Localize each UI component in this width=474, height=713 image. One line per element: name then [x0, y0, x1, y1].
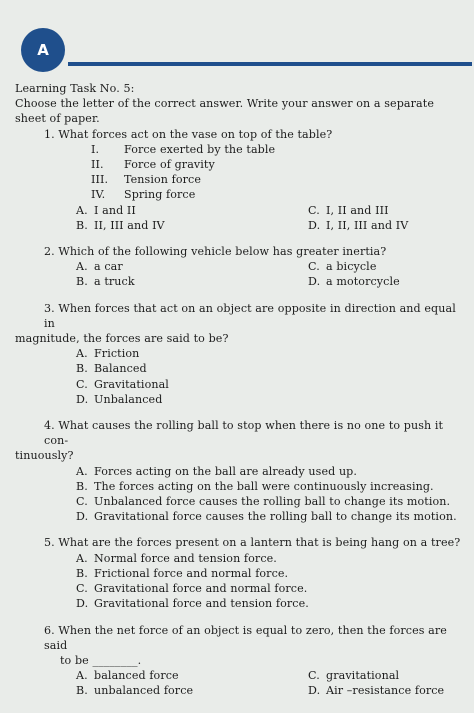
answer-options — [15, 203, 463, 233]
option-a: A. I and II — [76, 203, 136, 217]
option-c: C. Unbalanced force causes the rolling ball to change its motion. — [76, 495, 451, 509]
roman-item — [91, 187, 463, 202]
question-3 — [15, 301, 463, 407]
option-c: C. I, II and III — [308, 203, 389, 217]
option-b: B. Frictional force and normal force. — [76, 566, 289, 580]
option-c: C. Gravitational — [76, 377, 169, 391]
roman-text: Tension force — [124, 173, 202, 187]
instructions: Choose the letter of the correct answer. Write your answer on a separate sheet of paper. — [15, 97, 434, 126]
question-stem: 2. Which of the following vehicle below has greater inertia? — [44, 245, 387, 259]
answer-options — [15, 464, 463, 525]
option-c: C. gravitational — [308, 669, 400, 683]
roman-numeral: I. — [91, 142, 100, 156]
answer-options — [15, 259, 463, 289]
option-d: D. Gravitational force and tension force. — [76, 597, 309, 611]
section-badge: A — [21, 28, 65, 72]
roman-list — [15, 142, 463, 203]
option-a: A. Normal force and tension force. — [76, 551, 277, 565]
option-d: D. Air –resistance force — [308, 684, 445, 698]
question-stem: 1. What forces act on the vase on top of the table? — [44, 127, 333, 141]
option-a: A. a car — [76, 260, 123, 274]
header-rule — [68, 62, 472, 66]
option-d: D. Gravitational force causes the rolling ball to change its motion. — [76, 510, 457, 524]
question-stem: 5. What are the forces present on a lantern that is being hang on a tree? — [44, 536, 461, 550]
worksheet-content — [15, 81, 463, 699]
task-heading: Learning Task No. 5: — [15, 82, 135, 95]
roman-text: Force exerted by the table — [124, 142, 276, 156]
option-b: B. Balanced — [76, 362, 147, 376]
option-b: B. unbalanced force — [76, 684, 194, 698]
roman-item — [91, 172, 463, 187]
answer-options — [15, 668, 463, 698]
question-stem: 6. When the net force of an object is equal to zero, then the forces are said to be ________. — [44, 623, 447, 667]
option-c: C. a bicycle — [308, 260, 377, 274]
option-b: B. a truck — [76, 275, 135, 289]
option-a: A. Forces acting on the ball are already used up. — [76, 464, 358, 478]
question-4 — [15, 418, 463, 524]
option-a: A. Friction — [76, 347, 140, 361]
roman-item — [91, 157, 463, 172]
option-b: B. The forces acting on the ball were continuously increasing. — [76, 479, 434, 493]
question-1 — [15, 127, 463, 233]
question-stem: 3. When forces that act on an object are opposite in direction and equal in magnitude, the forces are said to be? — [15, 301, 456, 346]
option-a: A. balanced force — [76, 669, 179, 683]
roman-text: Force of gravity — [124, 158, 215, 172]
answer-options — [15, 551, 463, 612]
question-2 — [15, 244, 463, 290]
roman-numeral: IV. — [91, 188, 106, 202]
question-stem: 4. What causes the rolling ball to stop when there is no one to push it con- tinuously? — [15, 419, 444, 463]
roman-numeral: III. — [91, 173, 109, 187]
answer-options — [15, 346, 463, 407]
roman-item — [91, 142, 463, 157]
roman-text: Spring force — [124, 188, 196, 202]
option-d: D. a motorcycle — [308, 275, 400, 289]
option-d: D. I, II, III and IV — [308, 218, 409, 232]
question-5 — [15, 535, 463, 611]
option-c: C. Gravitational force and normal force. — [76, 582, 308, 596]
option-d: D. Unbalanced — [76, 392, 163, 406]
option-b: B. II, III and IV — [76, 218, 165, 232]
roman-numeral: II. — [91, 158, 104, 172]
question-6 — [15, 623, 463, 699]
